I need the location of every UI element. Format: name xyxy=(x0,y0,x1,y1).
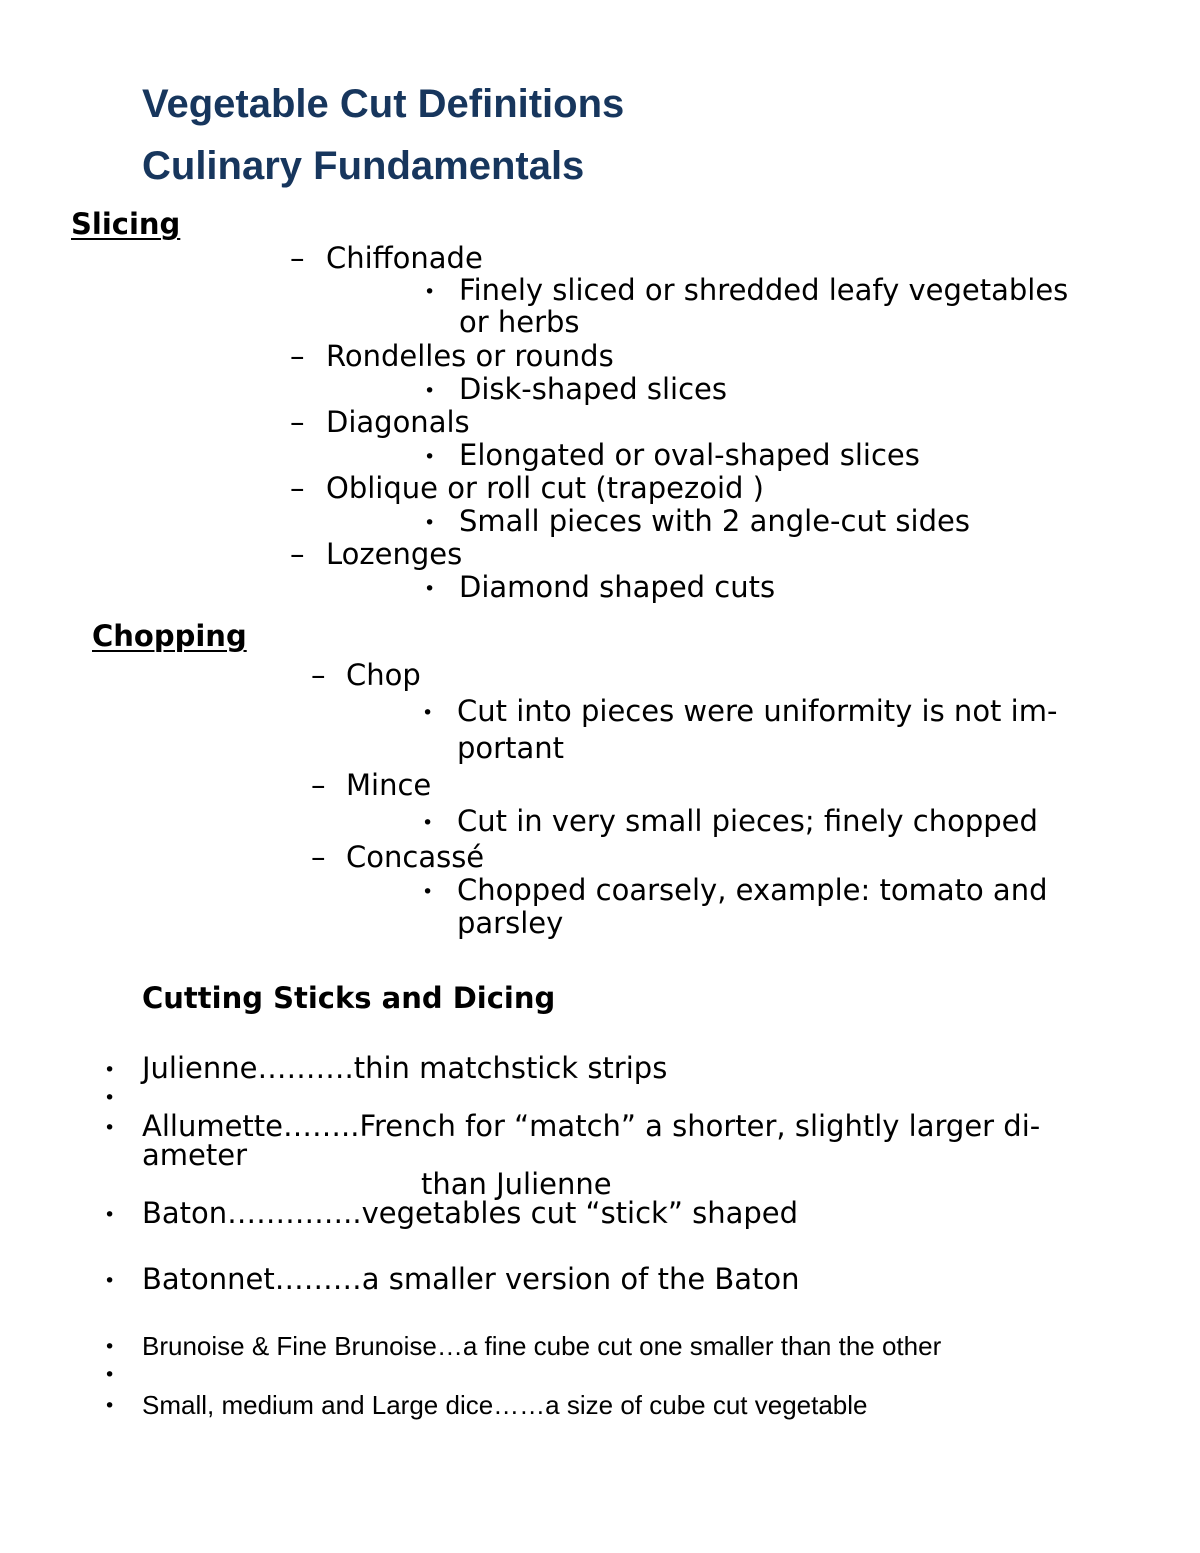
slicing-term-oblique: Oblique or roll cut (trapezoid ) xyxy=(326,471,764,505)
dash-marker: – xyxy=(311,840,326,874)
slicing-desc-oblique: Small pieces with 2 angle-cut sides xyxy=(459,504,970,538)
chopping-term-chop: Chop xyxy=(346,658,421,692)
bullet-marker: • xyxy=(104,1117,116,1139)
bullet-marker: • xyxy=(104,1059,116,1081)
slicing-term-lozenges: Lozenges xyxy=(326,537,463,571)
slicing-desc-diagonals: Elongated or oval-shaped slices xyxy=(459,438,920,472)
chopping-desc-concasse-cont: parsley xyxy=(457,906,564,940)
cut-allumette-cont: ameter xyxy=(142,1138,247,1172)
chopping-term-concasse: Concassé xyxy=(346,840,485,874)
bullet-marker: • xyxy=(424,281,436,303)
document-title: Vegetable Cut Definitions xyxy=(142,82,625,126)
cut-julienne: Julienne……….thin matchstick strips xyxy=(142,1051,668,1085)
dash-marker: – xyxy=(290,471,305,505)
bullet-marker: • xyxy=(104,1087,116,1109)
section-heading-cutting-sticks: Cutting Sticks and Dicing xyxy=(142,981,556,1015)
bullet-marker: • xyxy=(104,1364,116,1386)
dash-marker: – xyxy=(290,241,305,275)
chopping-desc-chop-cont: portant xyxy=(457,731,564,765)
dash-marker: – xyxy=(290,405,305,439)
bullet-marker: • xyxy=(422,881,434,903)
slicing-term-diagonals: Diagonals xyxy=(326,405,470,439)
slicing-term-chiffonade: Chiffonade xyxy=(326,241,483,275)
bullet-marker: • xyxy=(104,1270,116,1292)
cut-brunoise: Brunoise & Fine Brunoise…a fine cube cut one smaller than the other xyxy=(142,1331,942,1361)
bullet-marker: • xyxy=(104,1336,116,1358)
bullet-marker: • xyxy=(104,1395,116,1417)
cut-dice: Small, medium and Large dice……a size of cube cut vegetable xyxy=(142,1390,868,1420)
bullet-marker: • xyxy=(424,578,436,600)
chopping-term-mince: Mince xyxy=(346,768,432,802)
slicing-term-rondelles: Rondelles or rounds xyxy=(326,339,614,373)
document-subtitle: Culinary Fundamentals xyxy=(142,144,585,188)
slicing-desc-lozenges: Diamond shaped cuts xyxy=(459,570,776,604)
cut-allumette-cont2: than Julienne xyxy=(421,1167,612,1201)
bullet-marker: • xyxy=(424,512,436,534)
dash-marker: – xyxy=(311,658,326,692)
bullet-marker: • xyxy=(104,1204,116,1226)
bullet-marker: • xyxy=(422,702,434,724)
dash-marker: – xyxy=(290,339,305,373)
dash-marker: – xyxy=(311,768,326,802)
chopping-desc-concasse: Chopped coarsely, example: tomato and xyxy=(457,873,1048,907)
bullet-marker: • xyxy=(424,380,436,402)
chopping-desc-mince: Cut in very small pieces; finely chopped xyxy=(457,804,1038,838)
section-heading-slicing: Slicing xyxy=(71,207,181,241)
chopping-desc-chop: Cut into pieces were uniformity is not im- xyxy=(457,694,1058,728)
slicing-desc-chiffonade-cont: or herbs xyxy=(459,305,580,339)
bullet-marker: • xyxy=(422,812,434,834)
cut-batonnet: Batonnet………a smaller version of the Baton xyxy=(142,1262,800,1296)
section-heading-chopping: Chopping xyxy=(92,619,247,653)
bullet-marker: • xyxy=(424,446,436,468)
slicing-desc-rondelles: Disk-shaped slices xyxy=(459,372,728,406)
cut-baton: Baton…………..vegetables cut “stick” shaped xyxy=(142,1196,798,1230)
cut-allumette: Allumette……..French for “match” a shorter, slightly larger di- xyxy=(142,1109,1041,1143)
slicing-desc-chiffonade: Finely sliced or shredded leafy vegetables xyxy=(459,273,1069,307)
dash-marker: – xyxy=(290,537,305,571)
